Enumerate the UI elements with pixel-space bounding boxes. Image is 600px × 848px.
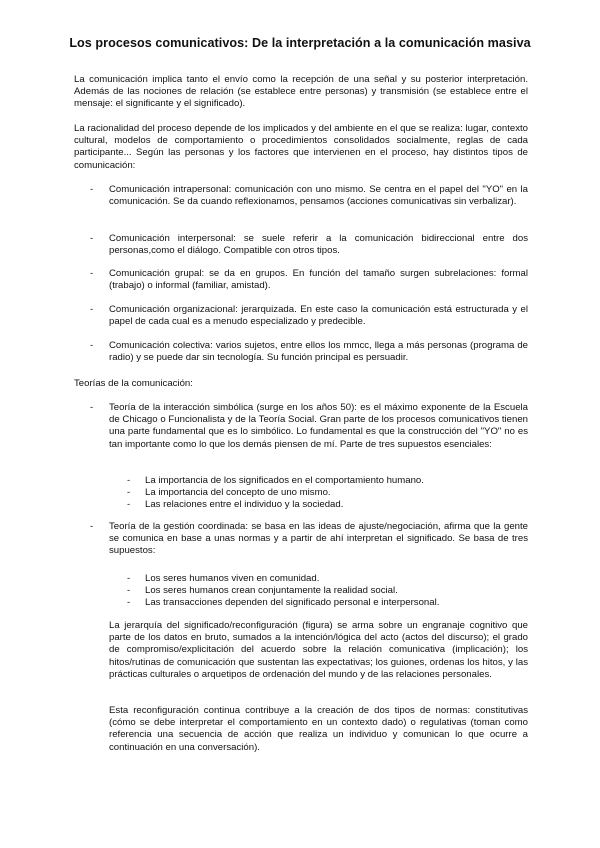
point-text: Los seres humanos viven en comunidad. [145, 573, 320, 584]
type-grupal: Comunicación grupal: se da en grupos. En función del tamaño surgen subrelaciones: formal (trabajo) o informal (familiar, amistad). [109, 268, 528, 292]
intro-paragraph: La racionalidad del proceso depende de los implicados y del ambiente en el que se realiza: lugar, contexto cultural, modelos de comportamiento o procedimientos consolidados socialmente, reglas de cada participante... Según las personas y los factores que intervienen en el proceso, hay distintos tipos de comunicación: [74, 123, 528, 171]
intro-paragraph: La comunicación implica tanto el envío como la recepción de una señal y su posterior interpretación. Además de las nociones de relación (se establece entre personas) y transmisión (se establece entre el mensaje: el significante y el significado). [74, 74, 528, 110]
theories-heading: Teorías de la comunicación: [74, 378, 193, 389]
bullet-dash: - [127, 597, 131, 608]
bullet-dash: - [127, 573, 131, 584]
bullet-dash: - [127, 487, 131, 498]
bullet-dash: - [127, 585, 131, 596]
point-text: Las relaciones entre el individuo y la sociedad. [145, 499, 344, 510]
bullet-dash: - [90, 184, 94, 195]
point-text: La importancia del concepto de uno mismo. [145, 487, 331, 498]
theory-coordinated-management: Teoría de la gestión coordinada: se basa en las ideas de ajuste/negociación, afirma que la gente se comunica en base a unas normas y a partir de ahí interpretan el significado. Se basa de tres supuestos: [109, 521, 528, 557]
type-interpersonal: Comunicación interpersonal: se suele referir a la comunicación bidireccional entre dos personas,como el diálogo. Compatible con otros tipos. [109, 233, 528, 257]
bullet-dash: - [90, 340, 94, 351]
theory-symbolic-interaction: Teoría de la interacción simbólica (surge en los años 50): es el máximo exponente de la Escuela de Chicago o Funcionalista y de la Teoría Social. Gran parte de los procesos comunicativos tienen una parte fundamental que es lo simbólico. Lo fundamental es que la construcción del "YO" no es tan importante como lo que los demás piensen de mí. Parte de tres supuestos esenciales: [109, 402, 528, 450]
bullet-dash: - [90, 402, 94, 413]
point-text: Los seres humanos crean conjuntamente la realidad social. [145, 585, 398, 596]
page-title: Los procesos comunicativos: De la interpretación a la comunicación masiva [69, 36, 531, 50]
bullet-dash: - [90, 233, 94, 244]
reconfiguration-paragraph: Esta reconfiguración continua contribuye a la creación de dos tipos de normas: constitutivas (cómo se debe interpretar el comportamiento en un contexto dado) o regulativas (toman como referencia una secuencia de acción que realiza un individuo y comunican lo que ocurre a continuación en una conversación). [109, 705, 528, 753]
significance-hierarchy-paragraph: La jerarquía del significado/reconfiguración (figura) se arma sobre un engranaje cognitivo que parte de los datos en bruto, sumados a la intención/lógica del acto (actos del discurso); el grado de compromiso/explicitación del acuerdo sobre la relación comunicativa (implicación); los hitos/rutinas de comunicación que sustentan las expectativas; los guiones, ordenas los hitos, y las prácticas culturales o arquetipos de ordenación del mundo y de las relaciones personales. [109, 620, 528, 680]
bullet-dash: - [90, 521, 94, 532]
type-intrapersonal: Comunicación intrapersonal: comunicación con uno mismo. Se centra en el papel del "YO" en la comunicación. Se da cuando reflexionamos, pensamos (acciones comunicativas sin verbalizar). [109, 184, 528, 208]
type-organizacional: Comunicación organizacional: jerarquizada. En este caso la comunicación está estructurada y el papel de cada cual es a menudo especializado y predecible. [109, 304, 528, 328]
bullet-dash: - [127, 499, 131, 510]
bullet-dash: - [127, 475, 131, 486]
point-text: Las transacciones dependen del significado personal e interpersonal. [145, 597, 440, 608]
type-colectiva: Comunicación colectiva: varios sujetos, entre ellos los mmcc, llega a más personas (programa de radio) y se puede dar sin tecnología. Su función principal es persuadir. [109, 340, 528, 364]
bullet-dash: - [90, 268, 94, 279]
point-text: La importancia de los significados en el comportamiento humano. [145, 475, 424, 486]
bullet-dash: - [90, 304, 94, 315]
